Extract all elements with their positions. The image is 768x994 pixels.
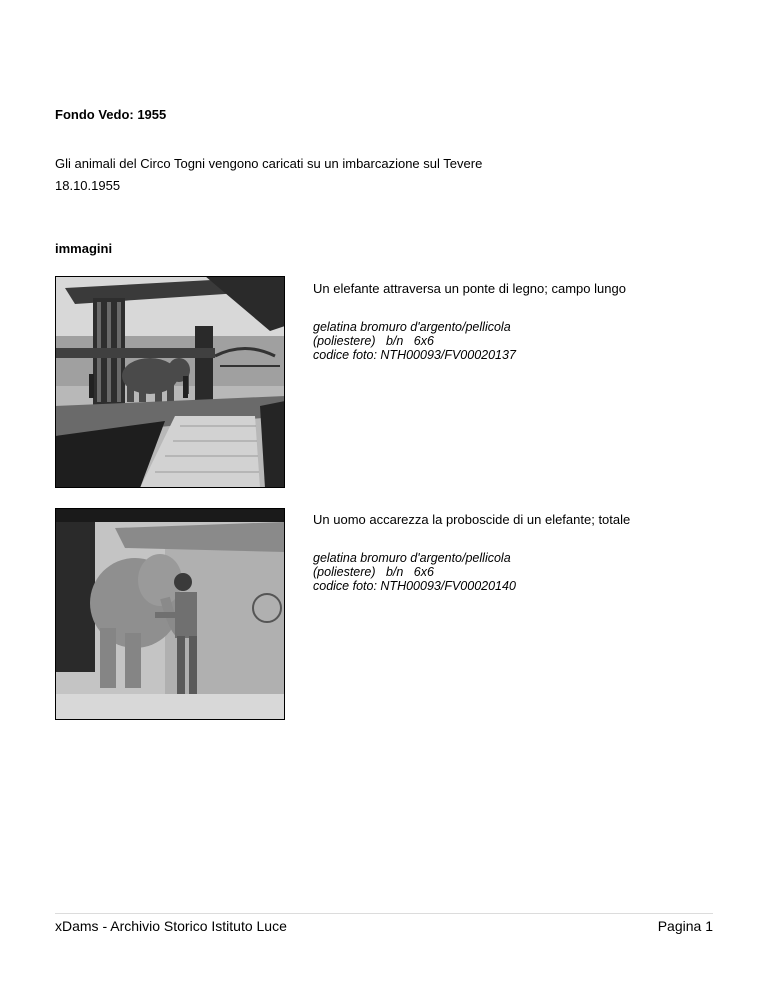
photo-metadata [313,320,516,362]
photo-elephant-bridge[interactable] [55,276,285,488]
fondo-heading: Fondo Vedo: 1955 [55,107,167,122]
photo-man-elephant[interactable] [55,508,285,720]
photo-metadata [313,551,516,593]
photo-format: (poliestere) b/n 6x6 [313,334,434,348]
photo-material: gelatina bromuro d'argento/pellicola [313,320,511,334]
photo-material: gelatina bromuro d'argento/pellicola [313,551,511,565]
photo-caption: Un uomo accarezza la proboscide di un elefante; totale [313,512,631,527]
footer-page-number: Pagina 1 [657,918,713,934]
photo-code: codice foto: NTH00093/FV00020140 [313,579,516,593]
footer-divider [55,913,713,914]
section-label-images: immagini [55,241,113,256]
photo-caption: Un elefante attraversa un ponte di legno; campo lungo [313,281,626,296]
record-title: Gli animali del Circo Togni vengono caricati su un imbarcazione sul Tevere [55,156,483,171]
record-date: 18.10.1955 [55,178,121,193]
footer-archive-name: xDams - Archivio Storico Istituto Luce [55,918,287,934]
photo-man-elephant-image [55,508,285,720]
photo-elephant-bridge-image [55,276,285,488]
photo-format: (poliestere) b/n 6x6 [313,565,434,579]
photo-code: codice foto: NTH00093/FV00020137 [313,348,516,362]
